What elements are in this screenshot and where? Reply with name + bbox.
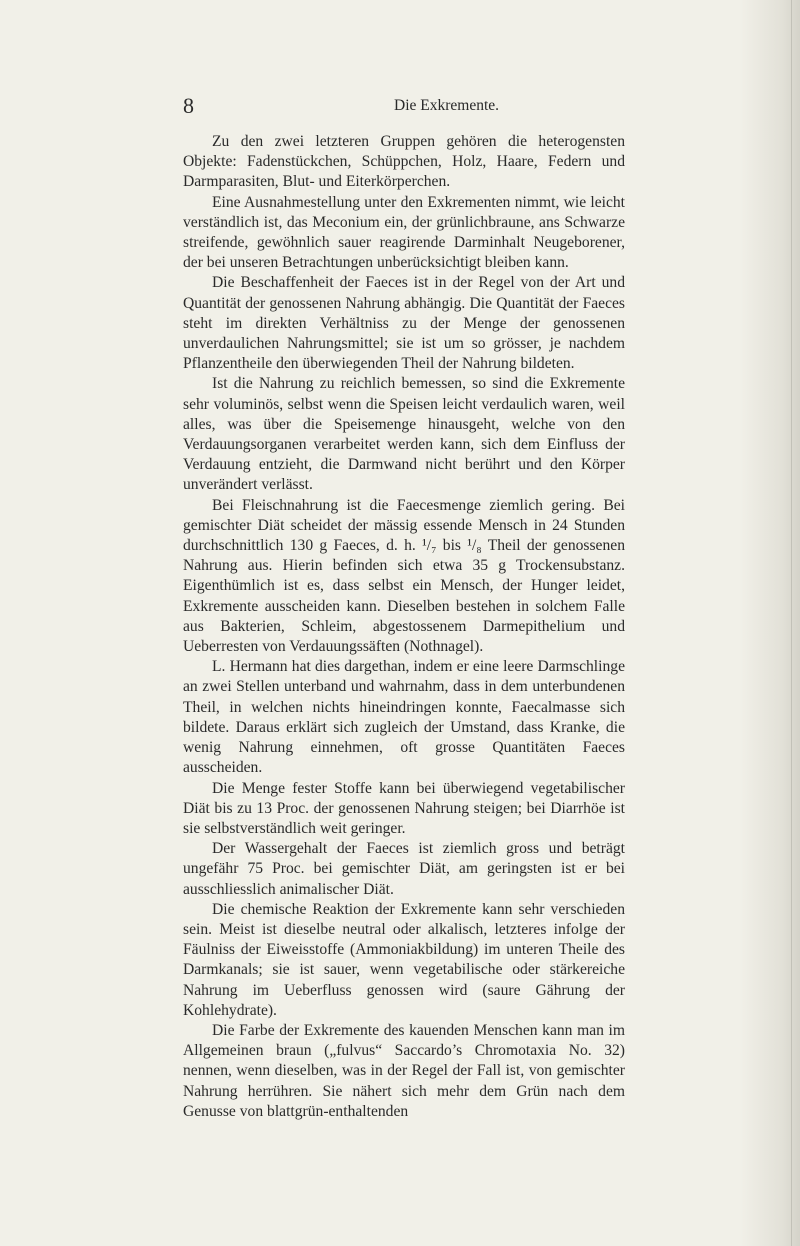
paragraph: Die Farbe der Exkremente des kauenden Menschen kann man im Allgemeinen braun („fulvus“ Saccardo’s Chromotaxia No. 32) nennen, wenn dieselben, was in der Regel der Fall ist, von gemischter Nahrung herrühren. Sie nähert sich mehr dem Grün nach dem Genusse von blattgrün-enthaltenden xyxy=(183,1021,625,1120)
paragraph: Die chemische Reaktion der Exkremente kann sehr verschieden sein. Meist ist dieselbe neutral oder alkalisch, letzteres infolge der Fäulniss der Eiweisstoffe (Ammoniakbildung) im unteren Theile des Darmkanals; sie ist sauer, wenn vegetabilische oder stärkereiche Nahrung im Ueberfluss genossen wird (saure Gährung der Kohlehydrate). xyxy=(183,900,625,1019)
paragraph: Die Menge fester Stoffe kann bei überwiegend vegetabilischer Diät bis zu 13 Proc. der genossenen Nahrung steigen; bei Diarrhöe ist sie selbstverständlich weit geringer. xyxy=(183,779,625,837)
page-header xyxy=(183,95,623,123)
paragraph: Die Beschaffenheit der Faeces ist in der Regel von der Art und Quantität der genossenen Nahrung abhängig. Die Quantität der Faeces steht im direkten Verhältniss zu der Menge der genossenen unverdaulichen Nahrungsmittel; sie ist um so grösser, je nachdem Pflanzentheile den überwiegenden Theil der Nahrung bildeten. xyxy=(183,274,625,373)
paragraph: Bei Fleischnahrung ist die Faecesmenge ziemlich gering. Bei gemischter Diät scheidet der mässig essende Mensch in 24 Stunden durchschnittlich 130 g Faeces, d. h. ¹/₇ bis ¹/₈ Theil der genossenen Nahrung aus. Hierin befinden sich etwa 35 g Trockensubstanz. Eigenthümlich ist es, dass selbst ein Mensch, der Hunger leidet, Exkremente ausscheiden kann. Dieselben bestehen in solchem Falle aus Bakterien, Schleim, abgestossenem Darmepithelium und Ueberresten von Verdauungssäften (Nothnagel). xyxy=(183,496,625,656)
page-edge-line xyxy=(791,0,792,1246)
paragraph: Ist die Nahrung zu reichlich bemessen, so sind die Exkremente sehr voluminös, selbst wenn die Speisen leicht verdaulich waren, weil alles, was über die Speisemenge hinausgeht, welche von den Verdauungsorganen verarbeitet werden kann, sich dem Einfluss der Verdauung entzieht, die Darmwand nicht berührt und den Körper unverändert verlässt. xyxy=(183,375,625,494)
paragraph: Eine Ausnahmestellung unter den Exkrementen nimmt, wie leicht verständlich ist, das Meconium ein, der grünlichbraune, ans Schwarze streifende, gewöhnlich sauer reagirende Darminhalt Neugeborener, der bei unseren Betrachtungen unberücksichtigt bleiben kann. xyxy=(183,193,625,272)
paragraph: Zu den zwei letzteren Gruppen gehören die heterogensten Objekte: Fadenstückchen, Schüppchen, Holz, Haare, Federn und Darmparasiten, Blut- und Eiterkörperchen. xyxy=(183,133,625,191)
paragraph: Der Wassergehalt der Faeces ist ziemlich gross und beträgt ungefähr 75 Proc. bei gemischter Diät, am geringsten ist er bei ausschliesslich animalischer Diät. xyxy=(183,840,625,898)
paragraph: L. Hermann hat dies dargethan, indem er eine leere Darmschlinge an zwei Stellen unterband und wahrnahm, dass in dem unterbundenen Theil, in welchen nichts hineindringen konnte, Faecalmasse sich bildete. Daraus erklärt sich zugleich der Umstand, dass Kranke, die wenig Nahrung einnehmen, oft grosse Quantitäten Faeces ausscheiden. xyxy=(183,658,625,777)
page-number: 8 xyxy=(183,93,194,118)
body-text xyxy=(183,132,625,1122)
running-head: Die Exkremente. xyxy=(394,97,500,114)
